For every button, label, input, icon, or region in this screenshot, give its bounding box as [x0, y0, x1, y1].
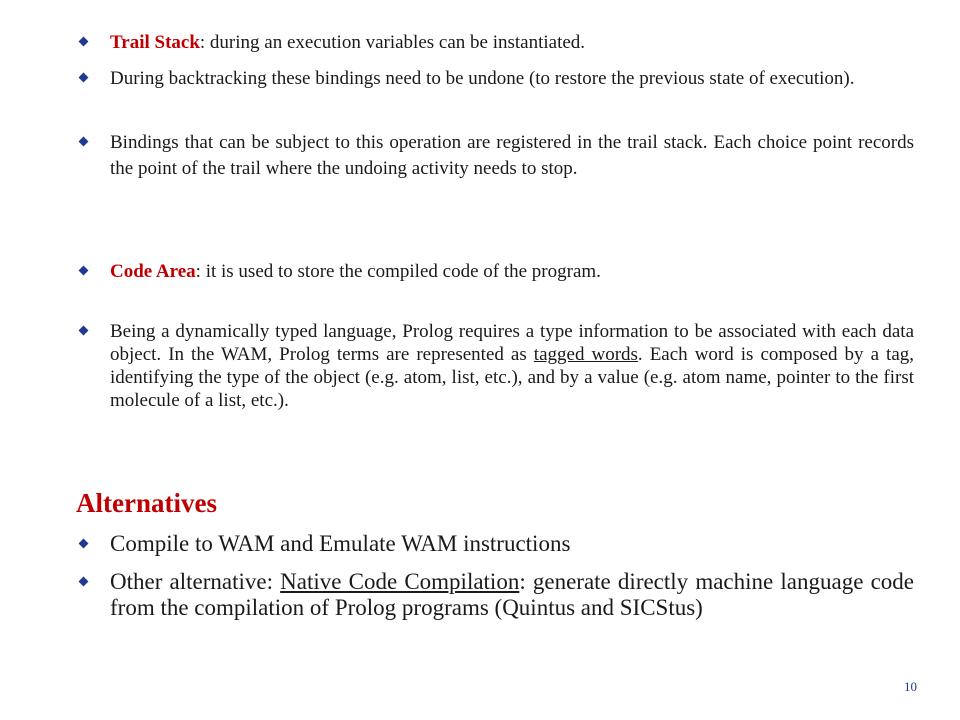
compile-wam-text: Compile to WAM and Emulate WAM instructions — [110, 531, 571, 556]
bullet-code-area — [78, 259, 914, 285]
alternatives-heading: Alternatives — [76, 488, 217, 518]
native-after: : generate directly machine language code from the compilation of Prolog programs (Quintus and SICStus) — [110, 569, 915, 620]
code-area-text — [110, 259, 914, 285]
native-before: Other alternative: — [110, 569, 281, 594]
backtracking-text: During backtracking these bindings need to be undone (to restore the previous state of execution). — [110, 68, 855, 89]
bindings-text: Bindings that can be subject to this operation are registered in the trail stack. Each choice point records the point of the trail where the undoing activity needs to stop. — [110, 132, 914, 179]
trail-stack-term: Trail Stack — [110, 32, 200, 53]
tagged-words-text — [110, 320, 914, 412]
bullet-compile-wam — [78, 531, 914, 557]
tagged-words-link: tagged words — [533, 344, 638, 365]
bullet-native-code — [78, 569, 914, 621]
trail-stack-text — [110, 30, 914, 56]
code-area-rest: : it is used to store the compiled code of the program. — [195, 261, 601, 282]
bullet-tagged-words — [78, 320, 914, 412]
bullet-bindings — [78, 130, 914, 182]
code-area-term: Code Area — [110, 261, 196, 282]
native-code-link: Native Code Compilation — [280, 569, 520, 594]
tagged-before: Being a dynamically typed language, Prolog requires a type information to be associated with each data object. In the WAM, Prolog terms are represented as — [110, 321, 914, 365]
bullet-backtracking — [78, 66, 914, 92]
trail-stack-rest: : during an execution variables can be instantiated. — [199, 32, 586, 53]
tagged-after: . Each word is composed by a tag, identifying the type of the object (e.g. atom, list, etc.), and by a value (e.g. atom name, pointer to the first molecule of a list, etc.). — [110, 344, 914, 411]
native-code-text — [110, 569, 914, 621]
page-number: 10 — [904, 679, 917, 694]
bullet-trail-stack — [78, 30, 914, 56]
